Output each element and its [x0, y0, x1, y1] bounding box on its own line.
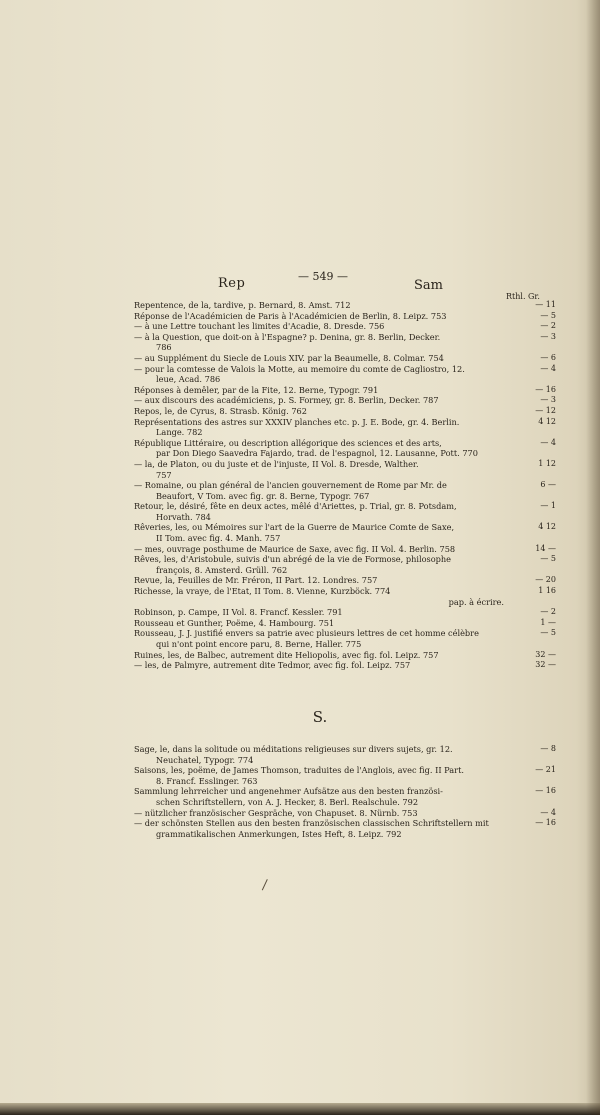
- catalog-entry: [134, 818, 556, 839]
- catalog-entry: [134, 744, 556, 765]
- catalog-entry: [134, 331, 556, 353]
- entry-text: Rêveries, les, ou Mémoires sur l'art de la Guerre de Maurice Comte de Saxe,: [134, 522, 455, 533]
- entry-price: 14 —: [535, 543, 556, 553]
- entry-price: — 6: [540, 352, 556, 362]
- entry-price: — 4: [540, 363, 556, 373]
- entry-text: Ruines, les, de Balbec, autrement dite Heliopolis, avec fig. fol. Leipz. 757: [134, 649, 439, 660]
- entry-price: — 5: [540, 628, 556, 638]
- catalog-entry: [134, 660, 556, 671]
- entry-price: — 4: [540, 437, 556, 447]
- entry-text: Revue, la, Feuilles de Mr. Fréron, II Part. 12. Londres. 757: [134, 575, 378, 586]
- catalog-entry: [134, 522, 556, 544]
- catalog-entry: [134, 352, 556, 364]
- entry-text: Richesse, la vraye, de l'Etat, II Tom. 8. Vienne, Kurzböck. 774: [134, 586, 391, 597]
- entry-text: Réponses à demêler, par de la Fite, 12. Berne, Typogr. 791: [134, 384, 379, 395]
- entry-note: pap. à écrire.: [448, 596, 504, 607]
- entries-r-list: [134, 300, 556, 671]
- entry-continuation: 8. Francf. Esslinger. 763: [156, 775, 258, 786]
- catalog-entry: [134, 586, 556, 607]
- catalog-entry: [134, 554, 556, 575]
- entry-price: 1 12: [538, 458, 556, 468]
- entry-text: Réponse de l'Académicien de Paris à l'Académicien de Berlin, 8. Leipz. 753: [134, 310, 447, 321]
- entry-text: Saisons, les, poëme, de James Thomson, traduites de l'Anglois, avec fig. II Part.: [134, 765, 464, 776]
- entry-continuation: qui n'ont point encore paru, 8. Berne, Haller. 775: [156, 639, 362, 649]
- entry-price: 1 16: [538, 586, 556, 596]
- running-head-left: Rep: [218, 276, 246, 291]
- catalog-entry: [134, 321, 556, 332]
- entry-price: — 2: [540, 321, 556, 331]
- entry-text: — aux discours des académiciens, p. S. Formey, gr. 8. Berlin, Decker. 787: [134, 395, 439, 406]
- catalog-entry: [134, 384, 556, 396]
- entry-text: Rousseau et Gunther, Poëme, 4. Hambourg. 751: [134, 617, 335, 628]
- entry-price: 6 —: [540, 480, 556, 490]
- catalog-entry: [134, 363, 556, 385]
- entry-price: — 3: [540, 331, 556, 341]
- entry-continuation: 757: [156, 469, 172, 480]
- entry-text: Retour, le, désiré, fête en deux actes, mêlé d'Ariettes, p. Trial, gr. 8. Potsdam,: [134, 501, 457, 512]
- catalog-entry: [134, 786, 556, 807]
- catalog-entry: [134, 310, 556, 322]
- entry-text: — les, de Palmyre, autrement dite Tedmor, avec fig. fol. Leipz. 757: [134, 660, 411, 671]
- entry-continuation: leue, Acad. 786: [156, 374, 221, 385]
- entry-price: — 16: [535, 818, 556, 828]
- entry-text: — la, de Platon, ou du juste et de l'injuste, II Vol. 8. Dresde, Walther.: [134, 458, 419, 469]
- entry-continuation: 786: [156, 342, 172, 353]
- catalog-entry: [134, 416, 556, 438]
- page-header: [218, 270, 498, 293]
- entry-text: — mes, ouvrage posthume de Maurice de Saxe, avec fig. II Vol. 4. Berlin. 758: [134, 543, 456, 554]
- entry-price: 1 —: [540, 617, 556, 627]
- entry-text: — pour la comtesse de Valois la Motte, au memoire du comte de Cagliostro, 12.: [134, 363, 465, 374]
- entry-price: — 3: [540, 395, 556, 405]
- entry-price: — 5: [540, 310, 556, 320]
- page-number: — 549 —: [298, 270, 348, 283]
- entry-continuation: II Tom. avec fig. 4. Manh. 757: [156, 533, 281, 544]
- entry-price: — 5: [540, 554, 556, 564]
- page-bottom-edge: [0, 1103, 600, 1115]
- price-column-header: Rthl. Gr.: [506, 292, 540, 301]
- entry-continuation: Neuchatel, Typogr. 774: [156, 754, 254, 765]
- entry-price: — 8: [540, 744, 556, 753]
- catalog-entry: [134, 458, 556, 480]
- entry-continuation: par Don Diego Saavedra Fajardo, trad. de l'espagnol, 12. Lausanne, Pott. 770: [156, 448, 478, 459]
- entry-price: 32 —: [535, 660, 556, 670]
- entry-price: 4 12: [538, 522, 556, 532]
- entry-price: — 20: [535, 575, 556, 585]
- entry-text: — Romaine, ou plan général de l'ancien gouvernement de Rome par Mr. de: [134, 480, 447, 491]
- entry-text: Sage, le, dans la solitude ou méditations religieuses sur divers sujets, gr. 12.: [134, 744, 453, 754]
- catalog-entry: [134, 807, 556, 819]
- entry-price: 4 12: [538, 416, 556, 426]
- entry-text: — der schönsten Stellen aus den besten französischen classischen Schriftstellern mit: [134, 818, 489, 829]
- entry-price: 32 —: [535, 649, 556, 659]
- catalog-entry: [134, 395, 556, 406]
- catalog-entry: [134, 649, 556, 661]
- entry-price: — 4: [540, 807, 556, 817]
- catalog-entry: [134, 575, 556, 586]
- entry-price: — 12: [535, 405, 556, 415]
- entry-price: — 16: [535, 384, 556, 394]
- catalog-entry: [134, 628, 556, 649]
- catalog-entry: [134, 617, 556, 629]
- entry-price: — 11: [535, 300, 556, 309]
- entry-text: Rêves, les, d'Aristobule, suivis d'un abrégé de la vie de Formose, philosophe: [134, 554, 452, 565]
- entries-s-list: [134, 744, 556, 839]
- entry-text: République Littéraire, ou description allégorique des sciences et des arts,: [134, 437, 442, 448]
- entry-text: — à une Lettre touchant les limites d'Acadie, 8. Dresde. 756: [134, 321, 385, 332]
- entry-text: — au Supplément du Siecle de Louis XIV. par la Beaumelle, 8. Colmar. 754: [134, 352, 444, 363]
- entry-continuation: Horvath. 784: [156, 511, 211, 522]
- entry-price: — 16: [535, 786, 556, 796]
- catalog-entry: [134, 300, 556, 311]
- catalog-entry: [134, 480, 556, 501]
- entry-text: Sammlung lehrreicher und angenehmer Aufsätze aus den besten französi-: [134, 786, 443, 797]
- entry-continuation: grammatikalischen Anmerkungen, Istes Heft, 8. Leipz. 792: [156, 828, 402, 839]
- entry-text: Repos, le, de Cyrus, 8. Strasb. König. 762: [134, 405, 307, 416]
- catalog-entry: [134, 607, 556, 618]
- entry-text: Repentence, de la, tardive, p. Bernard, 8. Amst. 712: [134, 300, 351, 310]
- ink-mark: [262, 879, 273, 893]
- catalog-entry: [134, 501, 556, 522]
- entry-text: Rousseau, J. J. justifié envers sa patrie avec plusieurs lettres de cet homme célèbre: [134, 628, 479, 639]
- entry-text: Représentations des astres sur XXXIV planches etc. p. J. E. Bode, gr. 4. Berlin.: [134, 416, 460, 427]
- entry-continuation: Beaufort, V Tom. avec fig. gr. 8. Berne, Typogr. 767: [156, 490, 370, 501]
- entry-price: — 1: [540, 501, 556, 511]
- entry-continuation: schen Schriftstellern, von A. J. Hecker, 8. Berl. Realschule. 792: [156, 796, 419, 807]
- entry-text: Robinson, p. Campe, II Vol. 8. Francf. Kessler. 791: [134, 607, 343, 618]
- entry-price: — 2: [540, 607, 556, 617]
- entry-price: — 21: [535, 765, 556, 775]
- entry-text: — à la Question, que doit-on à l'Espagne? p. Denina, gr. 8. Berlin, Decker.: [134, 331, 441, 342]
- catalog-entry: [134, 405, 556, 417]
- entry-text: — nützlicher französischer Gespräche, von Chapuset. 8. Nürnb. 753: [134, 807, 418, 818]
- entry-continuation: Lange. 782: [156, 427, 203, 438]
- running-head-right: Sam: [414, 278, 443, 293]
- catalog-entry: [134, 765, 556, 786]
- section-letter: S.: [312, 708, 328, 726]
- catalog-entry: [134, 437, 556, 459]
- entry-continuation: françois, 8. Amsterd. Grüll. 762: [156, 564, 288, 575]
- catalog-entry: [134, 543, 556, 555]
